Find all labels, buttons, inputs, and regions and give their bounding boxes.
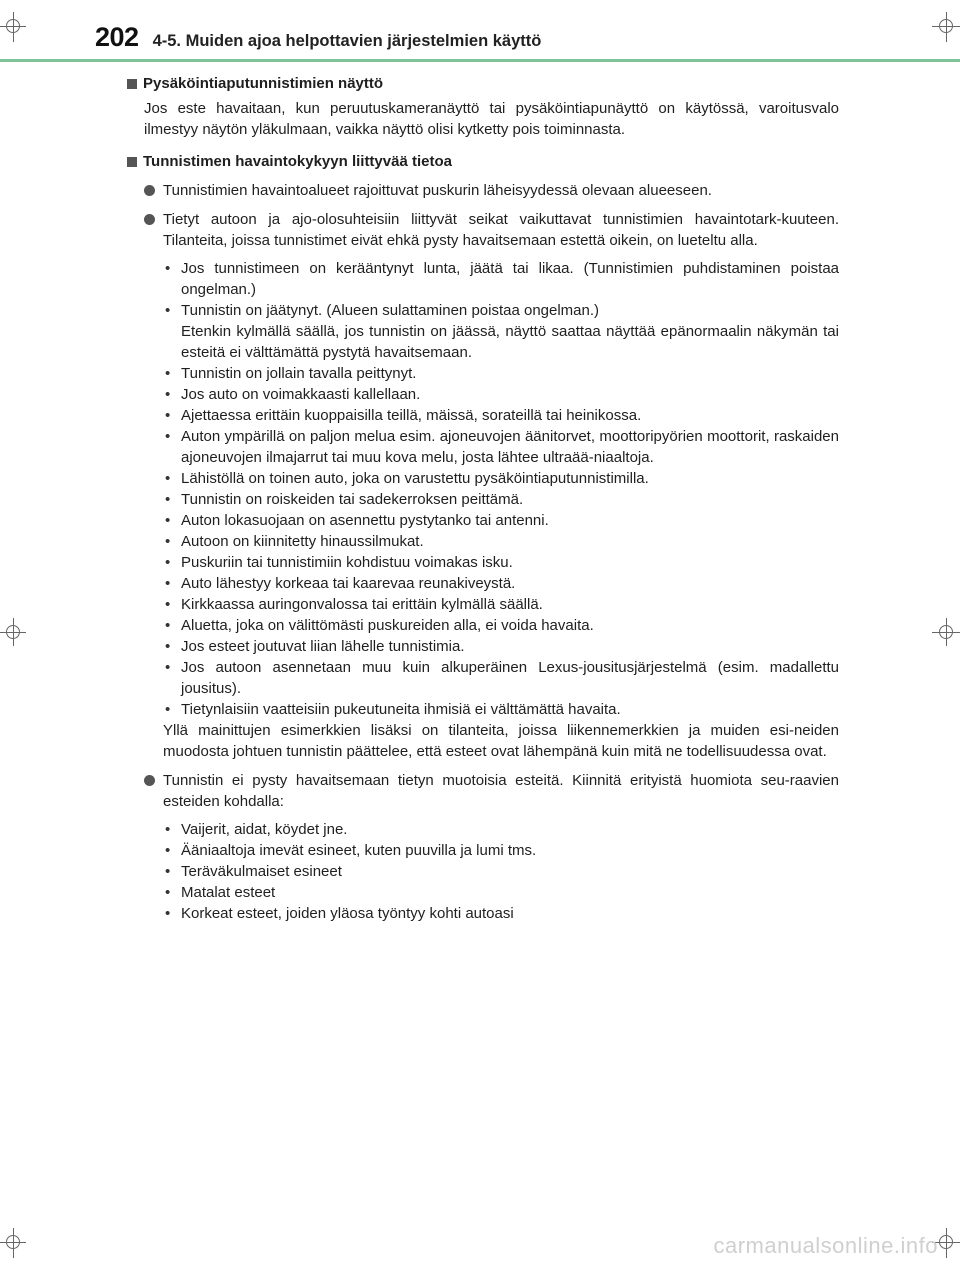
watermark: carmanualsonline.info [713,1233,938,1258]
list-item: • Puskuriin tai tunnistimiin kohdistuu voimakas isku. [163,552,839,573]
list-followup-paragraph: Yllä mainittujen esimerkkien lisäksi on tilanteita, joissa liikennemerkkien ja muiden esi-neiden muodosta johtuen tunnistin päättelee, että esteet ovat lähempänä kuin mitä ne todellisuudessa ovat. [163,722,839,760]
list-item: • Tietynlaisiin vaatteisiin pukeutuneita ihmisiä ei välttämättä havaita. [163,699,839,720]
list-item: • Lähistöllä on toinen auto, joka on varustettu pysäköintiaputunnistimilla. [163,468,839,489]
obstacle-list [163,819,839,924]
section-title-sensor-info [143,151,839,172]
info-point-text: Tunnistin ei pysty havaitsemaan tietyn muotoisia esteitä. Kiinnitä erityistä huomiota seu-raavien esteiden kohdalla: [163,772,839,810]
list-item: • Teräväkulmaiset esineet [163,861,839,882]
list-item: • Jos auto on voimakkaasti kallellaan. [163,384,839,405]
circle-bullet-icon [144,214,155,225]
list-item: • Auton ympärillä on paljon melua esim. ajoneuvojen äänitorvet, moottoripyörien moottorit, raskaiden ajoneuvojen ilmajarrut tai muu kova melu, josta lähtee ultraää-niaaltoja. [163,426,839,468]
info-point [163,770,839,812]
square-bullet-icon [127,157,137,167]
situation-list [163,258,839,720]
list-item: • Autoon on kiinnitetty hinaussilmukat. [163,531,839,552]
page-content [127,73,839,924]
list-item: • Matalat esteet [163,882,839,903]
info-point [163,209,839,251]
circle-bullet-icon [144,775,155,786]
section-title-display [143,73,839,94]
info-point [163,180,839,201]
info-point-text: Tietyt autoon ja ajo-olosuhteisiin liittyvät seikat vaikuttavat tunnistimien havaintotark-kuuteen. Tilanteita, joissa tunnistimet eivät ehkä pysty havaitsemaan estettä oikein, on lueteltu alla. [163,211,839,249]
list-item: • Auto lähestyy korkeaa tai kaarevaa reunakiveystä. [163,573,839,594]
page-number: 202 [95,22,139,52]
list-item-note: Etenkin kylmällä säällä, jos tunnistin on jäässä, näyttö saattaa näyttää epänormaalin näkymän tai esteitä ei välttämättä pystytä havaitsemaan. [181,323,839,361]
list-item: • Vaijerit, aidat, köydet jne. [163,819,839,840]
list-item: • Kirkkaassa auringonvalossa tai erittäin kylmällä säällä. [163,594,839,615]
list-item: • Tunnistin on jäätynyt. (Alueen sulattaminen poistaa ongelman.) Etenkin kylmällä säällä, jos tunnistin on jäässä, näyttö saattaa näyttää epänormaalin näkymän tai esteitä ei välttämättä pystytä havaitsemaan. [163,300,839,363]
list-item: • Jos esteet joutuvat liian lähelle tunnistimia. [163,636,839,657]
page-header [95,22,925,52]
circle-bullet-icon [144,185,155,196]
list-item: • Auton lokasuojaan on asennettu pystytanko tai antenni. [163,510,839,531]
list-item: • Ääniaaltoja imevät esineet, kuten puuvilla ja lumi tms. [163,840,839,861]
section-paragraph: Jos este havaitaan, kun peruutuskameranäyttö tai pysäköintiapunäyttö on käytössä, varoitusvalo ilmestyy näytön yläkulmaan, vaikka näyttö olisi kytketty pois toiminnasta. [144,100,839,138]
list-item: • Aluetta, joka on välittömästi puskureiden alla, ei voida havaita. [163,615,839,636]
list-item: • Ajettaessa erittäin kuoppaisilla teillä, mäissä, sorateillä tai heinikossa. [163,405,839,426]
list-item: • Tunnistin on roiskeiden tai sadekerroksen peittämä. [163,489,839,510]
list-item: • Korkeat esteet, joiden yläosa työntyy kohti autoasi [163,903,839,924]
header-rule [0,59,960,62]
list-item: • Jos tunnistimeen on kerääntynyt lunta, jäätä tai likaa. (Tunnistimien puhdistaminen poistaa ongelman.) [163,258,839,300]
square-bullet-icon [127,79,137,89]
section-title-text: Pysäköintiaputunnistimien näyttö [143,75,384,92]
list-item: • Tunnistin on jollain tavalla peittynyt. [163,363,839,384]
section-title-text: Tunnistimen havaintokykyyn liittyvää tietoa [143,153,452,170]
list-item: • Jos autoon asennetaan muu kuin alkuperäinen Lexus-jousitusjärjestelmä (esim. madallettu jousitus). [163,657,839,699]
info-point-text: Tunnistimien havaintoalueet rajoittuvat puskurin läheisyydessä olevaan alueeseen. [163,182,712,199]
chapter-title: 4-5. Muiden ajoa helpottavien järjestelmien käyttö [152,32,542,50]
